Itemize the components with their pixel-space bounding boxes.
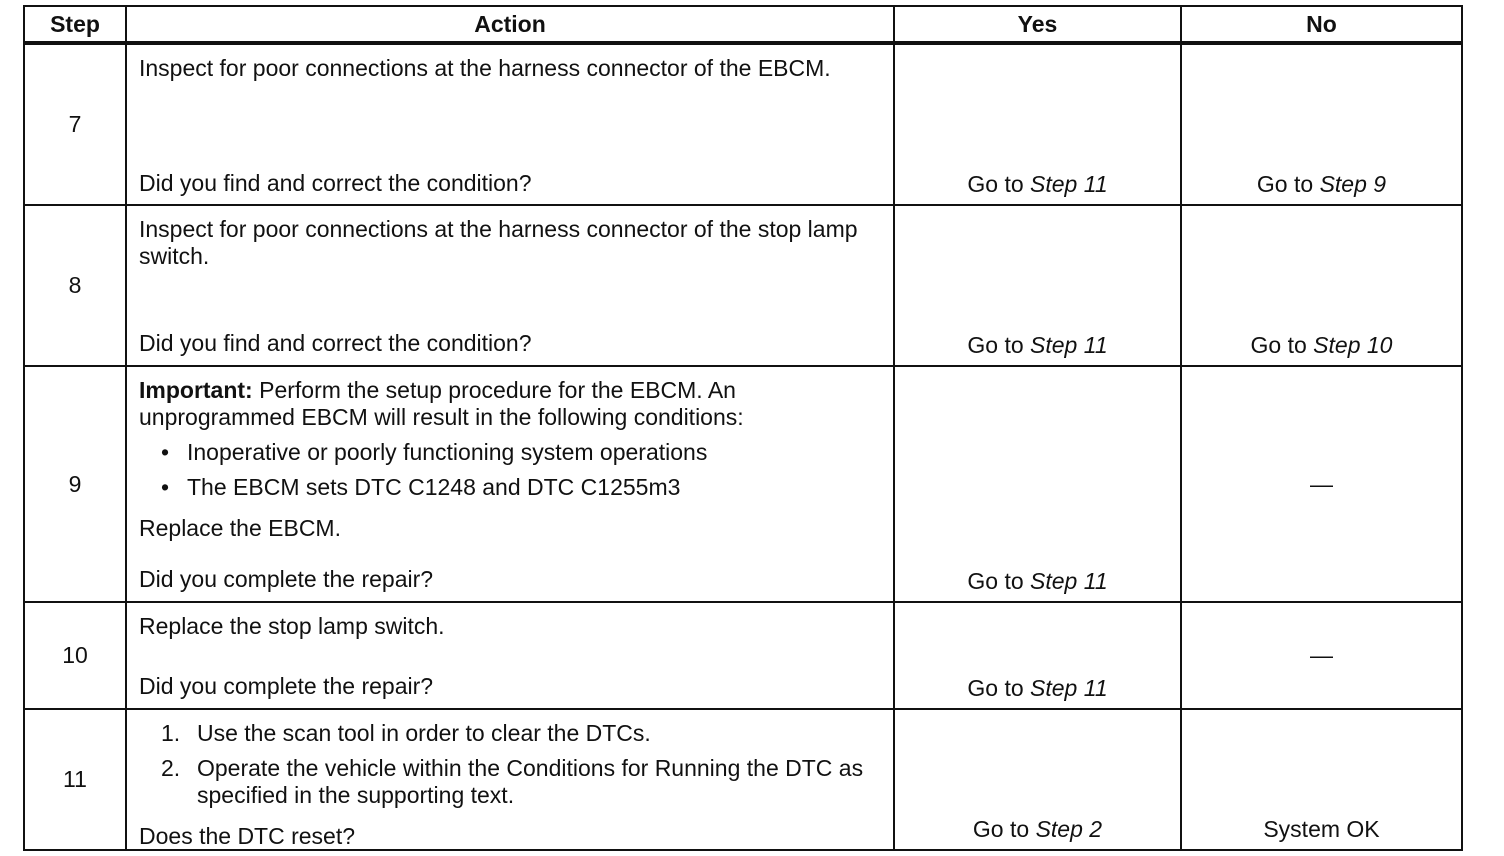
list-item [161, 755, 879, 809]
no-cell: — [1181, 366, 1462, 602]
yes-prefix: Go to [967, 171, 1031, 197]
no-prefix: Go to [1250, 332, 1314, 358]
header-step: Step [24, 6, 126, 43]
action-question: Did you find and correct the condition? [139, 170, 532, 196]
action-cell [126, 43, 894, 205]
action-question: Does the DTC reset? [139, 823, 356, 849]
no-step-link[interactable]: Step 9 [1319, 171, 1387, 197]
action-cell [126, 709, 894, 850]
action-cell [126, 366, 894, 602]
step-number: 10 [24, 602, 126, 709]
action-question: Did you find and correct the condition? [139, 330, 532, 356]
important-text: Perform the setup procedure for the EBCM. An unprogrammed EBCM will result in the following conditions: [139, 377, 744, 430]
list-item: • Inoperative or poorly functioning system operations [161, 439, 879, 466]
table-row [24, 602, 1462, 709]
header-row [24, 6, 1462, 43]
condition-list [139, 439, 879, 509]
yes-prefix: Go to [967, 568, 1031, 594]
header-action: Action [126, 6, 894, 43]
table-row [24, 43, 1462, 205]
list-number: 1. [161, 720, 181, 746]
yes-step-link[interactable]: Step 11 [1030, 568, 1108, 594]
action-cell [126, 602, 894, 709]
no-cell: System OK [1181, 709, 1462, 850]
action-text: Inspect for poor connections at the harness connector of the stop lamp switch. [139, 216, 858, 269]
yes-cell [894, 366, 1181, 602]
list-text: Use the scan tool in order to clear the DTCs. [197, 720, 651, 746]
header-yes: Yes [894, 6, 1181, 43]
action-question: Did you complete the repair? [139, 673, 434, 699]
diagnostic-table [23, 5, 1463, 851]
no-cell [1181, 43, 1462, 205]
list-number: 2. [161, 755, 181, 781]
action-text: Replace the EBCM. [139, 515, 341, 541]
action-question: Did you complete the repair? [139, 566, 434, 592]
list-item [161, 720, 879, 747]
yes-prefix: Go to [967, 675, 1031, 701]
no-prefix: Go to [1256, 171, 1320, 197]
step-number: 8 [24, 205, 126, 366]
yes-step-link[interactable]: Step 2 [1035, 816, 1103, 842]
yes-cell [894, 205, 1181, 366]
list-text: Operate the vehicle within the Conditions for Running the DTC as specified in the supporting text. [197, 755, 864, 808]
yes-cell [894, 709, 1181, 850]
action-text: Replace the stop lamp switch. [139, 613, 445, 639]
yes-step-link[interactable]: Step 11 [1030, 332, 1108, 358]
list-item: • The EBCM sets DTC C1248 and DTC C1255m3 [161, 474, 879, 501]
action-cell [126, 205, 894, 366]
important-label: Important: [139, 377, 253, 403]
table-row [24, 366, 1462, 602]
no-cell [1181, 205, 1462, 366]
yes-step-link[interactable]: Step 11 [1030, 675, 1108, 701]
step-number: 9 [24, 366, 126, 602]
yes-prefix: Go to [972, 816, 1036, 842]
yes-cell [894, 602, 1181, 709]
yes-cell [894, 43, 1181, 205]
no-step-link[interactable]: Step 10 [1313, 332, 1393, 358]
header-no: No [1181, 6, 1462, 43]
important-note [139, 377, 879, 431]
table-row [24, 709, 1462, 850]
yes-prefix: Go to [967, 332, 1031, 358]
table-row [24, 205, 1462, 366]
action-text: Inspect for poor connections at the harness connector of the EBCM. [139, 55, 831, 81]
yes-step-link[interactable]: Step 11 [1030, 171, 1108, 197]
no-cell: — [1181, 602, 1462, 709]
procedure-list [139, 720, 879, 817]
step-number: 7 [24, 43, 126, 205]
step-number: 11 [24, 709, 126, 850]
